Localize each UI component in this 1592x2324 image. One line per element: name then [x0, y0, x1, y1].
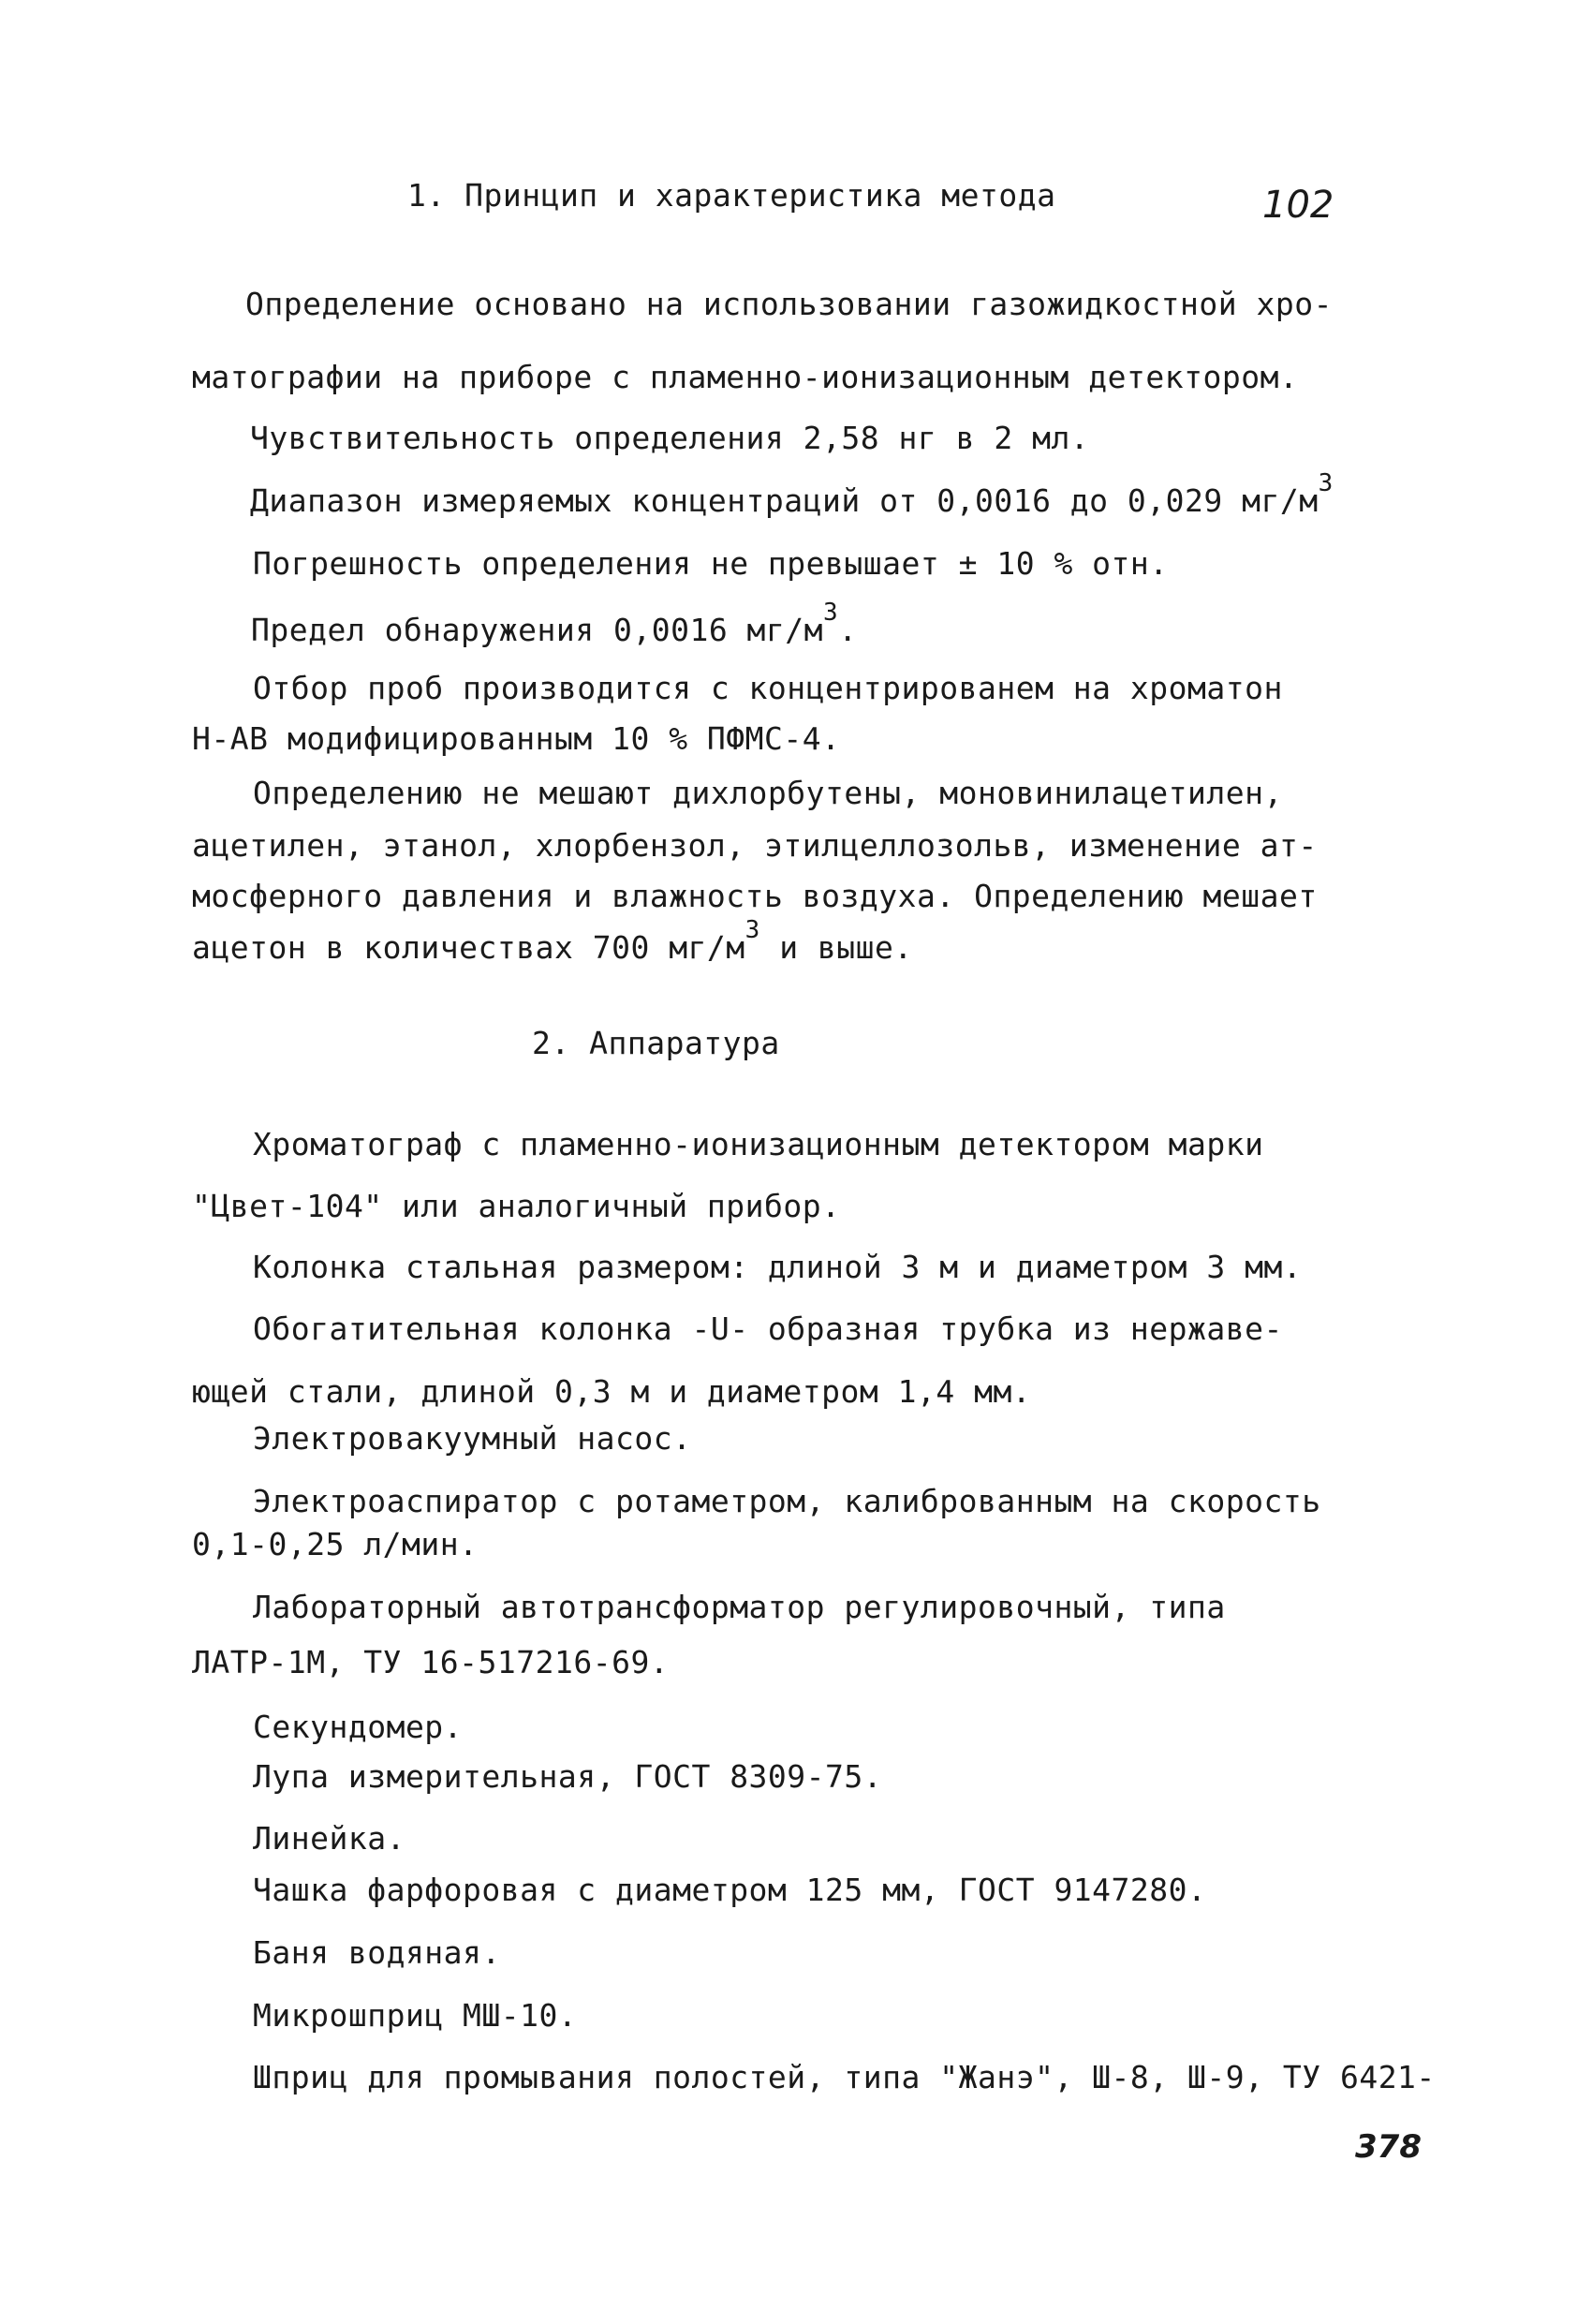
s2-line-2: "Цвет-104" или аналогичный прибор. [192, 1188, 841, 1224]
s2-line-9: Лабораторный автотрансформатор регулировочный, типа [253, 1589, 1226, 1625]
superscript-3: 3 [1318, 469, 1334, 497]
s1-line-8: Н-АВ модифицированным 10 % ПФМС-4. [192, 720, 841, 757]
s1-line-9: Определению не мешают дихлорбутены, моновинилацетилен, [253, 775, 1283, 811]
s1-line-7: Отбор проб производится с концентрированем на хроматон [253, 670, 1283, 706]
s1-line-12-tail: и выше. [759, 929, 913, 966]
handwritten-note: 378 [1355, 2128, 1422, 2166]
s1-line-4-text: Диапазон измеряемых концентраций от 0,0016 до 0,029 мг/м [250, 482, 1319, 519]
s1-line-4 [250, 469, 1334, 519]
s2-line-13: Линейка. [253, 1820, 405, 1857]
s2-line-17: Шприц для промывания полостей, типа "Жанэ", Ш-8, Ш-9, ТУ 6421- [253, 2059, 1436, 2095]
s2-line-6: Электровакуумный насос. [253, 1420, 692, 1457]
s2-line-16: Микрошприц МШ-10. [253, 1997, 578, 2034]
s1-line-1: Определение основано на использовании газожидкостной хро- [245, 286, 1333, 322]
section-1-title: 1. Принцип и характеристика метода [407, 177, 1056, 214]
s2-line-7: Электроаспиратор с ротаметром, калиброванным на скорость [253, 1483, 1321, 1519]
s2-line-15: Баня водяная. [253, 1934, 501, 1971]
s2-line-1: Хроматограф с пламенно-ионизационным детектором марки [253, 1126, 1264, 1162]
s1-line-3: Чувствительность определения 2,58 нг в 2 мл. [250, 420, 1090, 456]
s1-line-10: ацетилен, этанол, хлорбензол, этилцеллозольв, изменение ат- [192, 827, 1318, 864]
s1-line-6-dot: . [838, 612, 858, 648]
s1-line-6 [251, 599, 858, 648]
superscript-3: 3 [744, 916, 760, 944]
s1-line-11: мосферного давления и влажность воздуха. Определению мешает [192, 878, 1318, 914]
page-number: 102 [1262, 184, 1334, 227]
s1-line-2: матографии на приборе с пламенно-ионизационным детектором. [192, 359, 1299, 395]
s2-line-12: Лупа измерительная, ГОСТ 8309-75. [253, 1758, 883, 1795]
section-2-title: 2. Аппаратура [532, 1025, 780, 1061]
superscript-3: 3 [823, 599, 839, 627]
s2-line-5: ющей стали, длиной 0,3 м и диаметром 1,4 мм. [192, 1373, 1032, 1410]
s1-line-12 [192, 916, 913, 966]
s2-line-10: ЛАТР-1М, ТУ 16-517216-69. [192, 1644, 670, 1680]
s2-line-8: 0,1-0,25 л/мин. [192, 1526, 479, 1562]
s1-line-12-text: ацетон в количествах 700 мг/м [192, 929, 745, 966]
s1-line-6-text: Предел обнаружения 0,0016 мг/м [251, 612, 824, 648]
s2-line-4: Обогатительная колонка -U- образная трубка из нержаве- [253, 1310, 1283, 1347]
s2-line-3: Колонка стальная размером: длиной 3 м и диаметром 3 мм. [253, 1249, 1303, 1285]
s2-line-11: Секундомер. [253, 1709, 464, 1745]
s2-line-14: Чашка фарфоровая с диаметром 125 мм, ГОСТ 9147280. [253, 1872, 1207, 1908]
s1-line-5: Погрешность определения не превышает ± 10 % отн. [253, 545, 1169, 582]
